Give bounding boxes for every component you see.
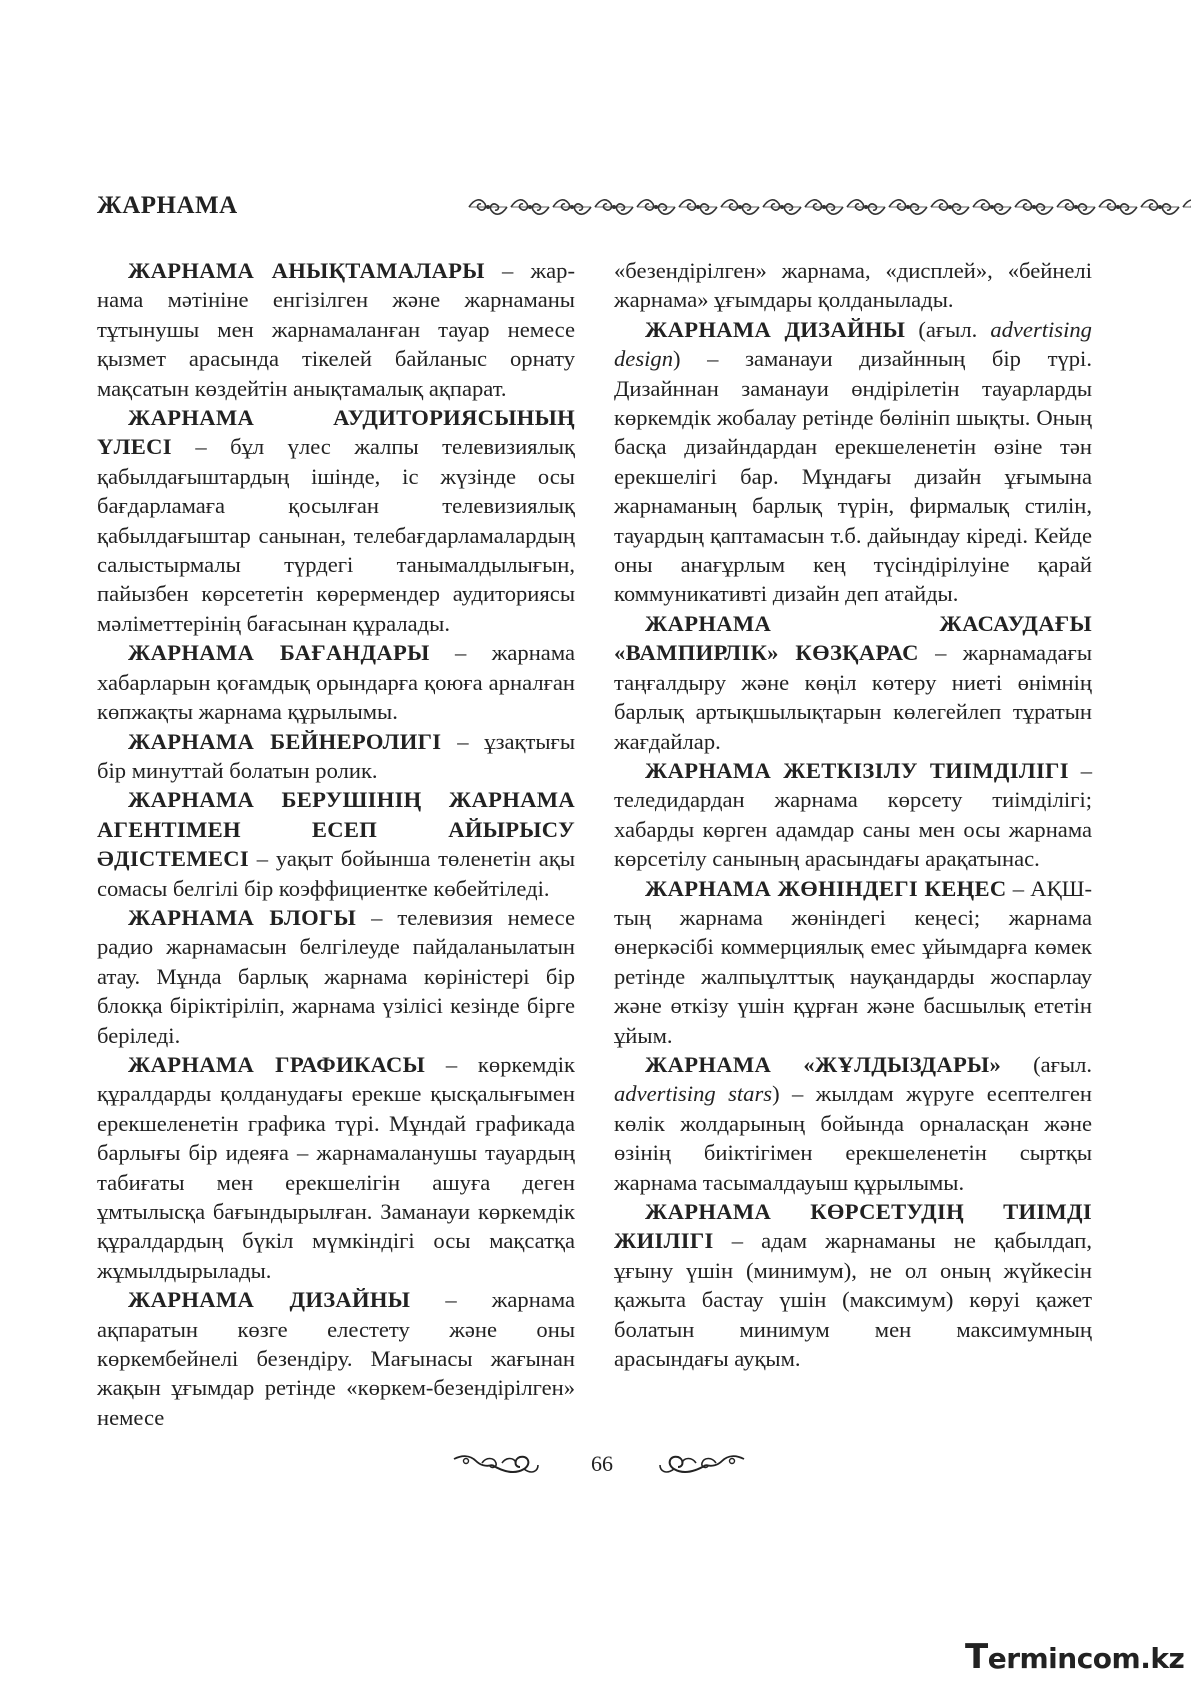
- site-watermark: [965, 1637, 1184, 1677]
- entry-term: ЖАРНАМА БАҒАНДАРЫ: [128, 640, 430, 666]
- entry-definition: – көркемдік құралдарды қолданудағы ерекше қысқалығымен ерекшеленетін графика түрі. Мұндай графикада барлығы бір идеяға – жарнамаланушы тауардың табиғаты мен ерекшелігін ашуға деген ұмтылысқа бағындырылған. Заманауи көркемдік құралдардың бүкіл мүмкіндігі осы мақсатқа жұмылдырылады.: [97, 1051, 575, 1283]
- entry-term: ЖАРНАМА ДИЗАЙНЫ: [645, 316, 906, 342]
- entry-term: ЖАРНАМА ЖӨНІНДЕГІ КЕҢЕС: [645, 875, 1007, 901]
- entry-term: ЖАРНАМА АНЫҚТАМАЛАРЫ: [128, 258, 485, 283]
- entry-video-clip: [97, 727, 575, 786]
- entry-definition: – теледидардан жарнама көрсету тиімділігі; хабарды көрген адамдар саны мен осы жарнама көрсетілу санының арасындағы арақатынас.: [614, 757, 1092, 872]
- entry-definition: – телевизия немесе радио жарнамасын белгілеуде пайдаланылатын атау. Мұнда барлық жарнама көріністері бір блокқа біріктіріліп, жарнама үзілісі кезінде бірге беріледі.: [97, 904, 575, 1048]
- entry-audience-share: [97, 403, 575, 638]
- entry-vampire-approach: [614, 609, 1092, 756]
- left-column: [97, 256, 575, 1432]
- entry-advertising-references: [97, 256, 575, 403]
- entry-settlement-method: [97, 785, 575, 903]
- entry-definition: – уақыт бойынша төленетін ақы сомасы белгілі бір коэффициентке көбейтіледі.: [97, 846, 575, 901]
- entry-advertising-design-1: [97, 1285, 575, 1432]
- entry-advertising-design-2: ЖАРНАМА ДИЗАЙНЫ (ағыл. advertising design) – заманауи дизайнның бір түрі. Дизайннан заманауи өндірілетін тауарларды көркемдік жобалау ретінде бөлініп шықты. Оның басқа дизайндардан ерекшеленетін өзіне тән ерекшелігі бар. Мұндағы дизайн ұғымына жарнаманың барлық түрін, фирмалық стилін, тауардың қаптамасын т.б. дайындау кіреді. Кейде оны анағұрлым кең түсіндірілуіне қарай коммуникативті дизайн деп атайды.: [614, 316, 1092, 607]
- english-term: advertising stars: [614, 1081, 773, 1107]
- entry-effective-frequency: [614, 1197, 1092, 1373]
- entry-continuation: «безендірілген» жарнама, «дисплей», «бейнелі жарнама» ұғымдары қолданылады.: [614, 258, 1092, 313]
- watermark-text: ermincom.kz: [987, 1642, 1185, 1675]
- entry-definition: – ұзақтығы бір минуттай болатын ролик.: [97, 728, 575, 783]
- entry-definition: – адам жарнаманы не қабылдап, ұғыну үшін (минимум), не ол оның жүйкесін қажыта бастау үшін (максимум) көруі қажет болатын минимум мен максимумның арасындағы ауқым.: [614, 1228, 1092, 1372]
- entry-term: ЖАРНАМА АУДИТОРИЯСЫНЫҢ ҮЛЕСІ: [97, 405, 575, 460]
- entry-definition: – бұл үлес жалпы телевизиялық қабылдағыштардың ішінде, іс жүзінде осы бағдарламаға қосылған телевизиялық қабылдағыштар санынан, телебағдарламалардың салыстырмалы түрдегі танымалдылығын, пайызбен көрсететін көрермендер аудиториясы мәліметтерінің бағасынан құралады.: [97, 434, 575, 636]
- watermark-first-letter: T: [965, 1637, 988, 1677]
- entry-term: ЖАРНАМА ДИЗАЙНЫ: [128, 1287, 411, 1313]
- entry-definition: – АҚШ-тың жарнама жөніндегі кеңесі; жарнама өнеркәсібі коммерциялық емес ұйымдарға көмек ретінде жалпыұлттық науқандарды жоспарлау және өткізу үшін құрған және басшылық ететін ұйым.: [614, 875, 1092, 1048]
- entry-definition: ) – заманауи дизайнның бір түрі. Дизайннан заманауи өндірілетін тауарларды көркемдік жобалау ретінде бөлініп шықты. Оның басқа дизайндардан ерекшеленетін өзіне тән ерекшелігі бар. Мұндағы дизайн ұғымына жарнаманың барлық түрін, фирмалық стилін, тауардың қаптамасын т.б. дайындау кіреді. Кейде оны анағұрлым кең түсіндірілуіне қарай коммуникативті дизайн деп атайды.: [614, 346, 1092, 607]
- entry-term: ЖАРНАМА «ЖҰЛДЫЗДАРЫ»: [645, 1051, 1002, 1077]
- entry-term: ЖАРНАМА БЕРУШІНІҢ ЖАРНАМА АГЕНТІМЕН ЕСЕП АЙЫРЫСУ ӘДІСТЕМЕСІ: [97, 787, 575, 872]
- entry-term: ЖАРНАМА ЖЕТКІЗІЛУ ТИІМДІЛІГІ: [645, 757, 1069, 783]
- entry-term: ЖАРНАМА БЛОГЫ: [128, 904, 357, 930]
- page-footer: [0, 1445, 1191, 1485]
- entry-definition: – жарнамадағы таңғалдыру және көңіл көтеру ниеті өнімнің барлық артықшылықтарын көлегейлеп тұратын жағдайлар.: [614, 640, 1092, 754]
- english-term: advertising design: [614, 316, 1092, 372]
- entry-delivery-efficiency: [614, 756, 1092, 874]
- entry-definition: – жарнама ақпаратын көзге елестету және оны көркембейнелі безендіру. Мағынасы жағынан жақын ұғымдар ретінде «көркем-безендірілген» немесе: [97, 1287, 575, 1430]
- entry-advertising-stars: ЖАРНАМА «ЖҰЛДЫЗДАРЫ» (ағыл. advertising stars) – жылдам жүруге есептелген көлік жолдарының бойында орналасқан және өзінің биіктігімен ерекшеленетін сыртқы жарнама тасымалдауыш құрылымы.: [614, 1051, 1093, 1195]
- footer-ornament-left: [452, 1451, 540, 1481]
- footer-ornament-right: [658, 1451, 746, 1481]
- running-header: [97, 190, 1109, 226]
- entry-term: ЖАРНАМА КӨРСЕТУДІҢ ТИІМДІ ЖИІЛІГІ: [614, 1199, 1092, 1254]
- entry-advertising-columns: [97, 638, 575, 726]
- entry-advertising-graphics: [97, 1050, 575, 1285]
- entry-term: ЖАРНАМА БЕЙНЕРОЛИГІ: [128, 728, 442, 754]
- entry-definition: – жарнама хабарларын қоғамдық орындарға қоюға арналған көпжақты жарнама құрылымы.: [97, 640, 575, 725]
- entry-definition: – жарнама мәтініне енгізілген және жарнаманы тұтынушы мен жарнамаланған тауар немесе қызмет арасында тікелей байланыс орнату мақсатын көздейтін анықтамалық ақпарат.: [97, 258, 576, 401]
- entry-advertising-council: [614, 874, 1092, 1050]
- entry-term: ЖАРНАМА ЖАСАУДАҒЫ «ВАМПИРЛІК» КӨЗҚАРАС: [614, 610, 1092, 666]
- entry-term: ЖАРНАМА ГРАФИКАСЫ: [128, 1051, 426, 1077]
- ornament-band: [467, 196, 1191, 218]
- page-number: 66: [591, 1451, 613, 1476]
- section-title: ЖАРНАМА: [97, 192, 238, 219]
- right-column: [614, 256, 1092, 1373]
- entry-advertising-block: [97, 903, 575, 1050]
- entry-definition: ) – жылдам жүруге есептелген көлік жолдарының бойында орналасқан және өзінің биіктігімен ерекшеленетін сыртқы жарнама тасымалдауыш құрылымы.: [614, 1081, 1093, 1195]
